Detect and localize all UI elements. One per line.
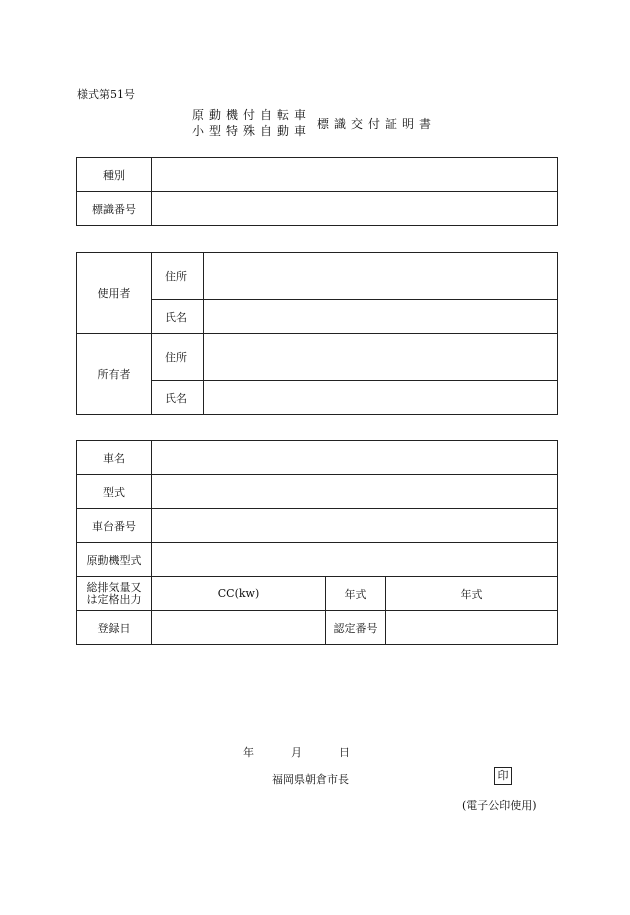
vehicle-info-table	[76, 440, 558, 645]
user-name-label: 氏名	[152, 300, 204, 334]
user-owner-table	[76, 252, 558, 415]
table-row	[77, 543, 558, 577]
owner-name-field[interactable]	[204, 381, 558, 415]
owner-label: 所有者	[77, 334, 152, 415]
plate-info-table	[76, 157, 558, 226]
user-name-field[interactable]	[204, 300, 558, 334]
model-year-field[interactable]: 年式	[386, 577, 558, 611]
table-row	[77, 192, 558, 226]
model-field[interactable]	[152, 475, 558, 509]
chassis-number-field[interactable]	[152, 509, 558, 543]
table-row	[77, 253, 558, 300]
table-row	[77, 334, 558, 381]
certification-number-field[interactable]	[386, 611, 558, 645]
displacement-label-line1: 総排気量又	[86, 580, 142, 594]
plate-number-label: 標識番号	[77, 192, 152, 226]
title-certificate: 標識交付証明書	[317, 116, 437, 131]
year-label: 年	[243, 746, 254, 759]
table-row	[77, 441, 558, 475]
title-line-special-vehicle: 小型特殊自動車	[192, 124, 312, 138]
registration-date-label: 登録日	[77, 611, 152, 645]
type-label: 種別	[77, 158, 152, 192]
issuer-name: 福岡県朝倉市長	[272, 773, 349, 786]
table-row	[77, 509, 558, 543]
table-row	[77, 577, 558, 611]
vehicle-name-label: 車名	[77, 441, 152, 475]
model-label: 型式	[77, 475, 152, 509]
plate-number-field[interactable]	[152, 192, 558, 226]
document-title	[192, 107, 436, 139]
certification-number-label: 認定番号	[326, 611, 386, 645]
user-label: 使用者	[77, 253, 152, 334]
owner-address-field[interactable]	[204, 334, 558, 381]
displacement-field[interactable]: CC(kw)	[152, 577, 326, 611]
owner-name-label: 氏名	[152, 381, 204, 415]
form-number: 様式第51号	[77, 88, 135, 101]
registration-date-field[interactable]	[152, 611, 326, 645]
displacement-label-line2: は定格出力	[86, 592, 142, 606]
vehicle-name-field[interactable]	[152, 441, 558, 475]
month-label: 月	[291, 746, 302, 759]
owner-address-label: 住所	[152, 334, 204, 381]
table-row	[77, 158, 558, 192]
engine-model-field[interactable]	[152, 543, 558, 577]
model-year-label: 年式	[326, 577, 386, 611]
engine-model-label: 原動機型式	[77, 543, 152, 577]
table-row	[77, 475, 558, 509]
official-seal: 印	[494, 767, 512, 785]
table-row	[77, 611, 558, 645]
title-line-moped: 原動機付自転車	[192, 108, 312, 122]
seal-note: (電子公印使用)	[462, 799, 537, 812]
user-address-label: 住所	[152, 253, 204, 300]
type-field[interactable]	[152, 158, 558, 192]
issue-date	[243, 744, 350, 760]
displacement-label	[77, 577, 152, 611]
chassis-number-label: 車台番号	[77, 509, 152, 543]
user-address-field[interactable]	[204, 253, 558, 300]
day-label: 日	[339, 746, 350, 759]
vehicle-type-lines	[192, 107, 311, 139]
